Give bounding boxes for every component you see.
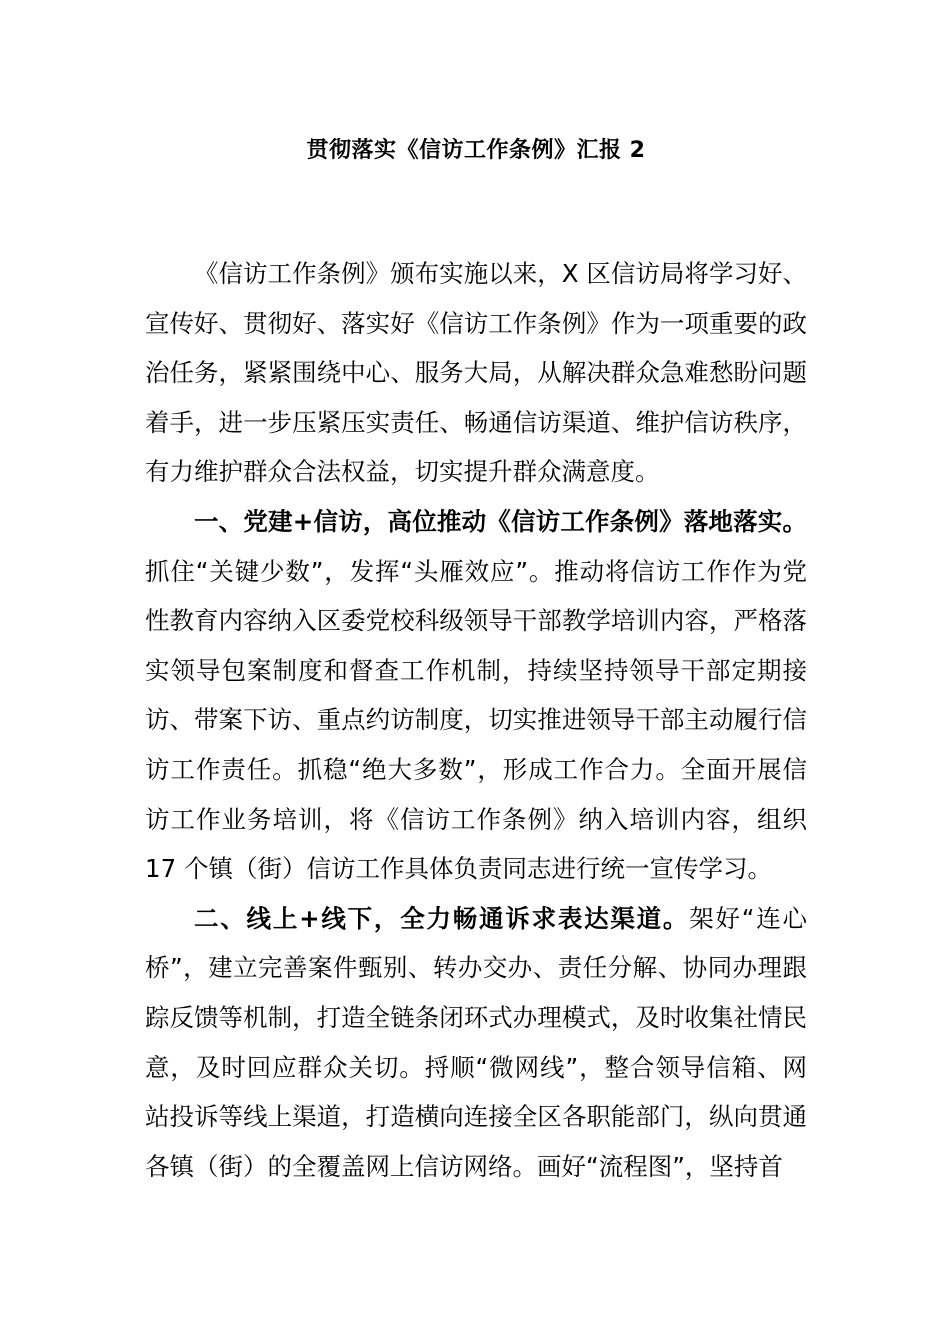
document-body: [145, 249, 807, 1191]
paragraph-section-1: [145, 497, 807, 894]
section-heading: 二、线上+线下，全力畅通诉求表达渠道。: [194, 903, 690, 933]
paragraph-text: 抓住“关键少数”，发挥“头雁效应”。推动将信访工作作为党性教育内容纳入区委党校科级领导干部教学培训内容，严格落实领导包案制度和督查工作机制，持续坚持领导干部定期接访、带案下访、重点约访制度，切实推进领导干部主动履行信访工作责任。抓稳“绝大多数”，形成工作合力。全面开展信访工作业务培训，将《信访工作条例》纳入培训内容，组织 17 个镇（街）信访工作具体负责同志进行统一宣传学习。: [145, 556, 807, 884]
section-heading: 一、党建+信访，高位推动《信访工作条例》落地落实。: [194, 506, 807, 536]
paragraph-intro: [145, 249, 807, 497]
paragraph-text: 《信访工作条例》颁布实施以来，X 区信访局将学习好、宣传好、贯彻好、落实好《信访工作条例》作为一项重要的政治任务，紧紧围绕中心、服务大局，从解决群众急难愁盼问题着手，进一步压紧压实责任、畅通信访渠道、维护信访秩序，有力维护群众合法权益，切实提升群众满意度。: [145, 259, 807, 487]
document-title: 贯彻落实《信访工作条例》汇报 2: [306, 138, 646, 163]
paragraph-section-2: [145, 894, 807, 1192]
paragraph-text: 架好“连心桥”，建立完善案件甄别、转办交办、责任分解、协同办理跟踪反馈等机制，打造全链条闭环式办理模式，及时收集社情民意，及时回应群众关切。捋顺“微网线”，整合领导信箱、网站投诉等线上渠道，打造横向连接全区各职能部门，纵向贯通各镇（街）的全覆盖网上信访网络。画好“流程图”，坚持首: [145, 903, 807, 1181]
